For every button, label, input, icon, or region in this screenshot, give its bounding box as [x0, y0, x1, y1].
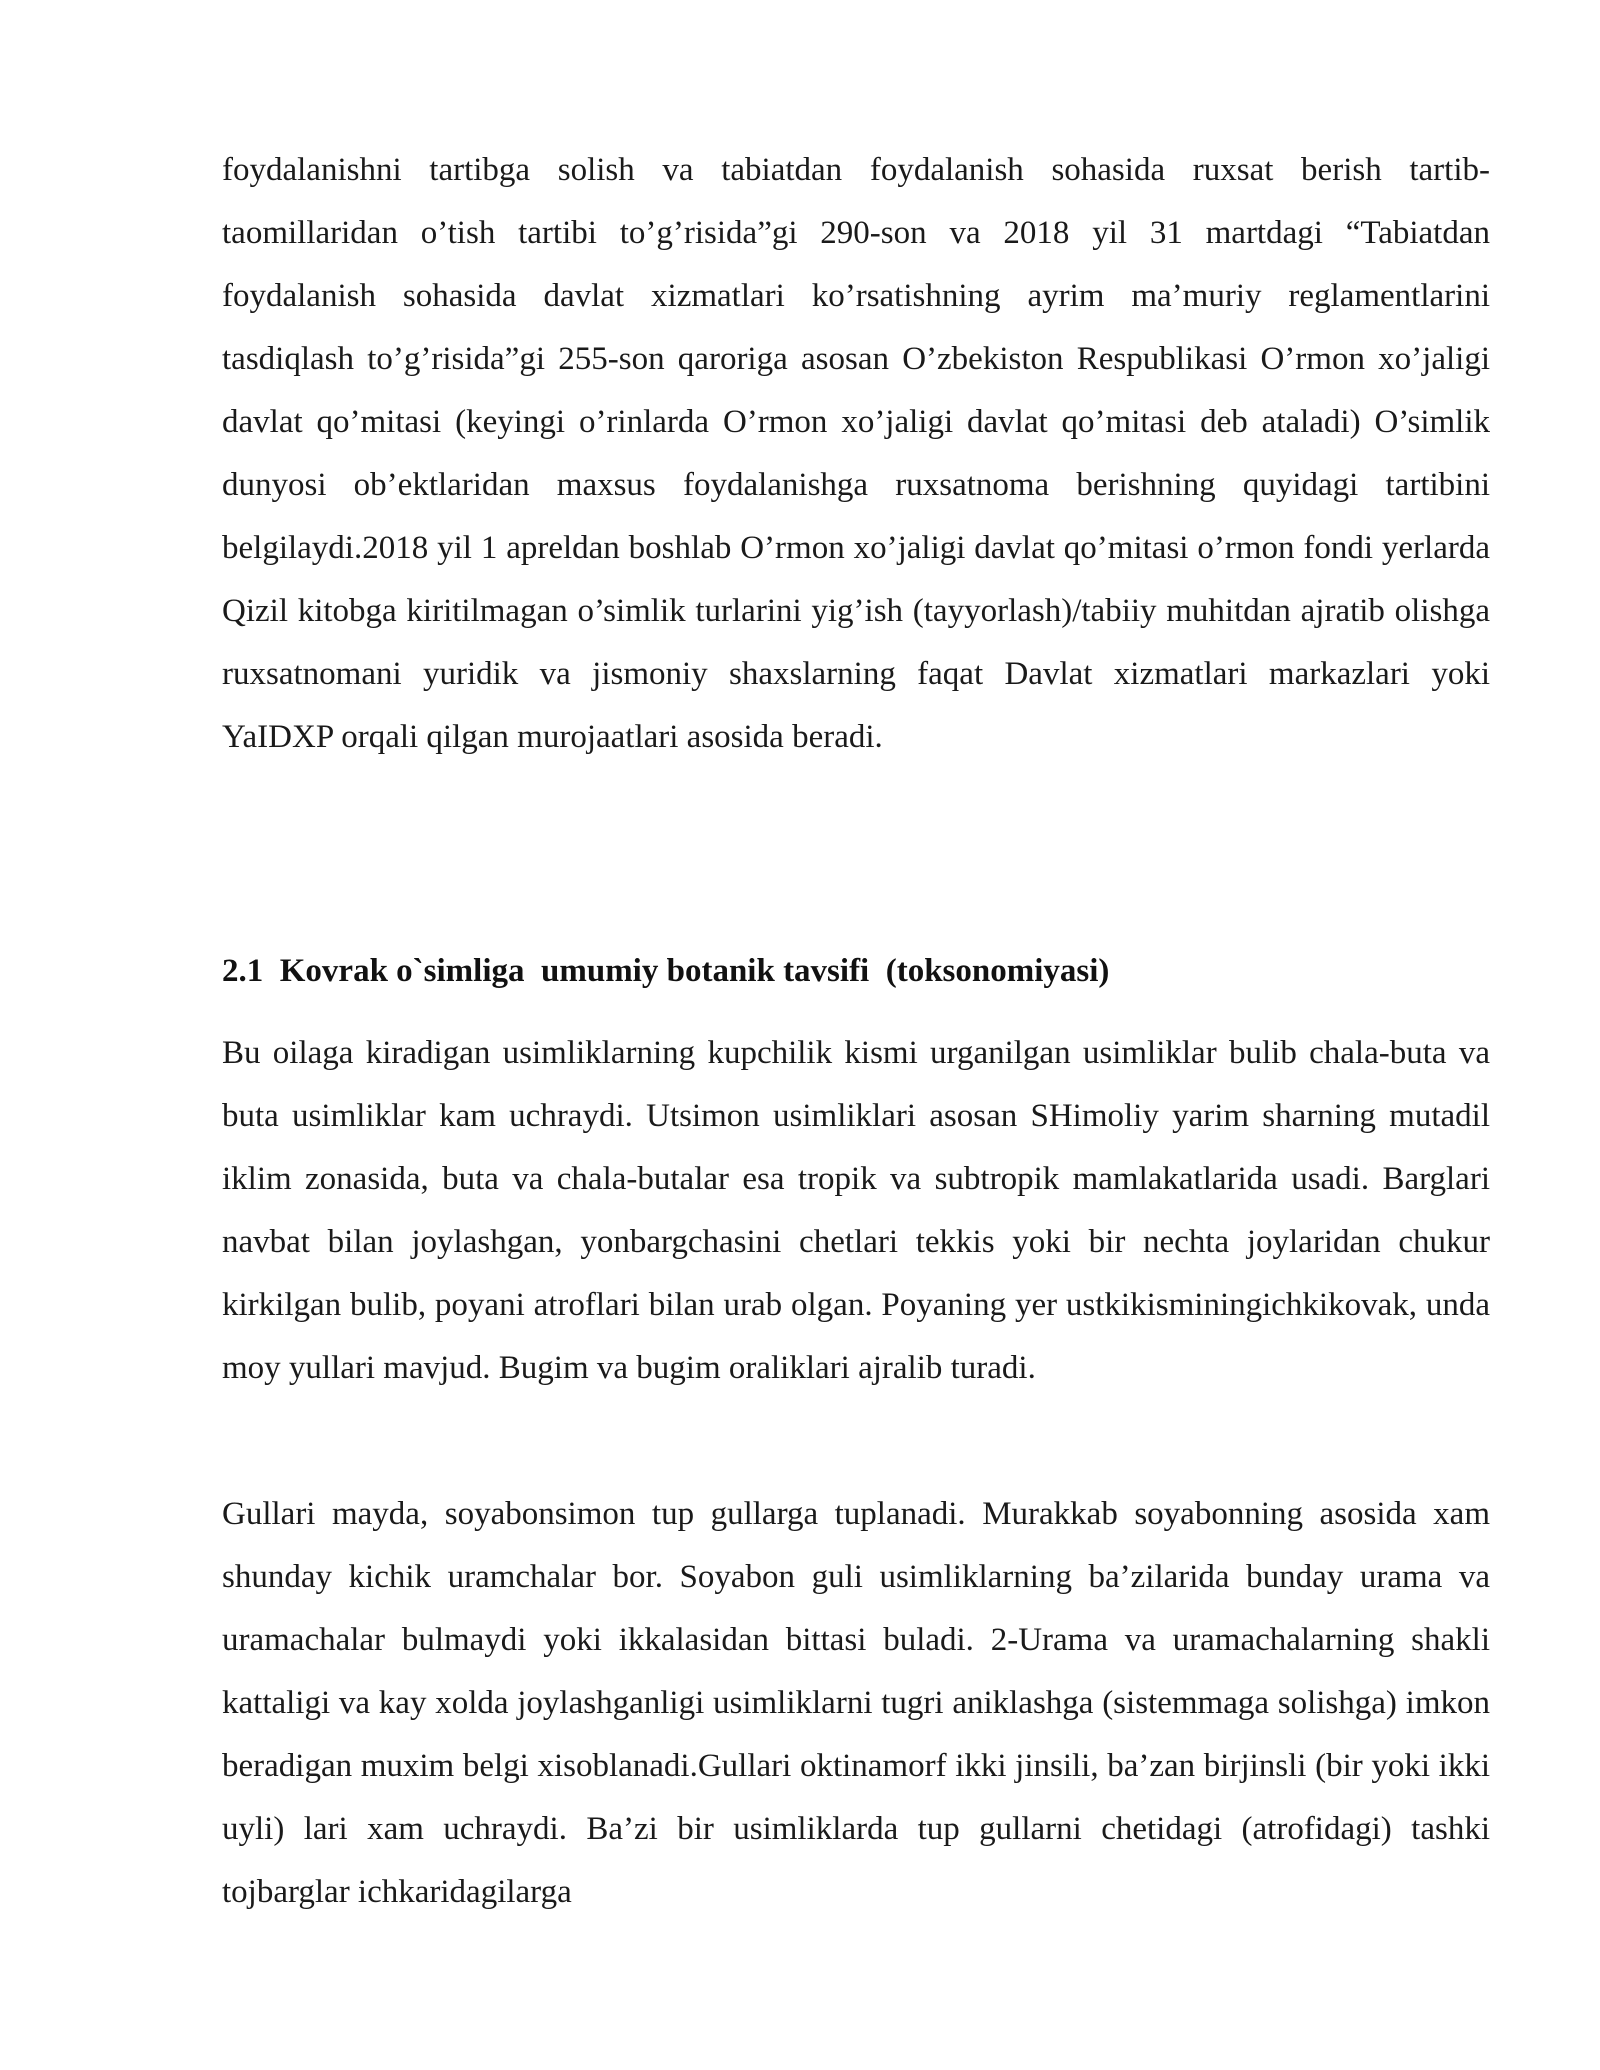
body-paragraph: Gullari mayda, soyabonsimon tup gullarga tuplanadi. Murakkab soyabonning asosida xam shunday kichik uramchalar bor. Soyabon guli usimliklarning ba’zilarida bunday urama va uramachalar bulmaydi yoki ikkalasidan bittasi buladi. 2-Urama va uramachalarning shakli kattaligi va kay xolda joylashganligi usimliklarni tugri aniklashga (sistemmaga solishga) imkon beradigan muxim belgi xisoblanadi.Gullari oktinamorf ikki jinsili, ba’zan birjinsli (bir yoki ikki uyli) lari xam uchraydi. Ba’zi bir usimliklarda tup gullarni chetidagi (atrofidagi) tashki tojbarglar ichkaridagilarga	[222, 1496, 1490, 1910]
body-paragraph: Bu oilaga kiradigan usimliklarning kupchilik kismi urganilgan usimliklar bulib chala-buta va buta usimliklar kam uchraydi. Utsimon usimliklari asosan SHimoliy yarim sharning mutadil iklim zonasida, buta va chala-butalar esa tropik va subtropik mamlakatlarida usadi. Barglari navbat bilan joylashgan, yonbargchasini chetlari tekkis yoki bir nechta joylaridan chukur kirkilgan bulib, poyani atroflari bilan urab olgan. Poyaning yer ustkikisminingichkikovak, unda moy yullari mavjud. Bugim va bugim oraliklari ajralib turadi.	[222, 1035, 1490, 1386]
section-heading: 2.1 Kovrak o`simliga umumiy botanik tavsifi (toksonomiyasi)	[222, 953, 1110, 989]
body-paragraph: foydalanishni tartibga solish va tabiatdan foydalanish sohasida ruxsat berish tartib-taomillaridan o’tish tartibi to’g’risida”gi 290-son va 2018 yil 31 martdagi “Tabiatdan foydalanish sohasida davlat xizmatlari ko’rsatishning ayrim ma’muriy reglamentlarini tasdiqlash to’g’risida”gi 255-son qaroriga asosan O’zbekiston Respublikasi O’rmon xo’jaligi davlat qo’mitasi (keyingi o’rinlarda O’rmon xo’jaligi davlat qo’mitasi deb ataladi) O’simlik dunyosi ob’ektlaridan maxsus foydalanishga ruxsatnoma berishning quyidagi tartibini belgilaydi.2018 yil 1 apreldan boshlab O’rmon xo’jaligi davlat qo’mitasi o’rmon fondi yerlarda Qizil kitobga kiritilmagan o’simlik turlarini yig’ish (tayyorlash)/tabiiy muhitdan ajratib olishga ruxsatnomani yuridik va jismoniy shaxslarning faqat Davlat xizmatlari markazlari yoki YaIDXP orqali qilgan murojaatlari asosida beradi.	[222, 152, 1490, 755]
